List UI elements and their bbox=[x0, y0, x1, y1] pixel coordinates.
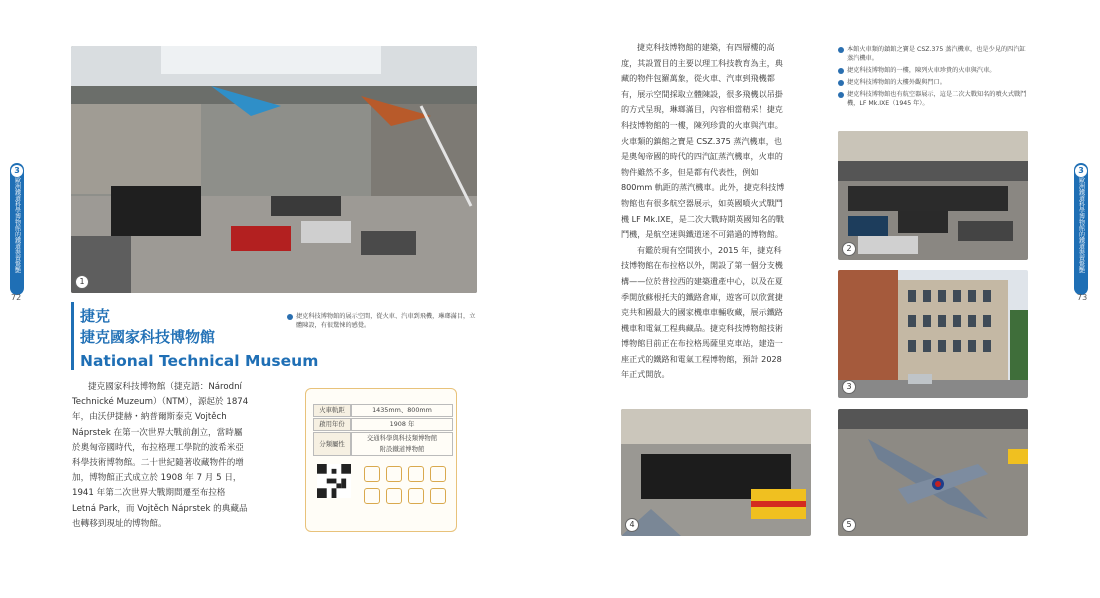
body-line: 捷克國家科技博物館（捷克語：Národní bbox=[88, 382, 242, 392]
body-line: 1941 年第二次世界大戰期間遷至布拉格 bbox=[72, 488, 226, 499]
info-value-line: 交通科學與科技類博物館 bbox=[366, 434, 438, 442]
title-accent-bar bbox=[71, 302, 74, 370]
photo-number-3: 3 bbox=[842, 380, 856, 394]
caption-bullet-icon bbox=[838, 80, 844, 86]
cars-hall-photo bbox=[838, 131, 1028, 260]
body-line: 有鑑於現有空間狹小，2015 年，捷克科 bbox=[637, 244, 782, 255]
locomotive-illustration bbox=[621, 409, 811, 536]
qr-code-icon[interactable] bbox=[317, 464, 351, 498]
chapter-side-text-right: 歐洲鐵道科學博物館的鐵道裝置驚艷 bbox=[1077, 177, 1085, 273]
chapter-side-tab-right bbox=[1074, 163, 1088, 295]
photo-number-1: 1 bbox=[75, 275, 89, 289]
body-line: 物件雖然不多，但是都有代表性，例如 bbox=[621, 166, 759, 177]
body-line: 鬥機，是航空迷與鐵道迷不可錯過的博物館。 bbox=[621, 229, 783, 240]
spitfire-illustration bbox=[838, 409, 1028, 536]
info-key: 啟用年份 bbox=[313, 418, 351, 431]
body-line: 物館也有很多航空器展示，如英國噴火式戰鬥 bbox=[621, 197, 783, 208]
body-line: 座正式的鐵路和電氣工程博物館，預計 2028 bbox=[621, 353, 782, 364]
body-line: 是奧匈帝國的時代的四汽缸蒸汽機車，火車的 bbox=[621, 151, 783, 162]
title-museum-english: National Technical Museum bbox=[80, 352, 319, 370]
body-line: 也轉移到現址的博物館。 bbox=[72, 518, 167, 529]
caption-text: 捷克科技博物館的一樓，陳列火車珍貴的火車與汽車。 bbox=[847, 67, 996, 74]
caption-bullet-icon bbox=[838, 68, 844, 74]
body-line: Letná Park，而 Vojtěch Náprstek 的典藏品 bbox=[72, 503, 248, 514]
body-line: 技博物館在布拉格以外，開設了第一個分支機 bbox=[621, 260, 783, 271]
info-value: 1435mm、800mm bbox=[351, 404, 453, 417]
right-body-text bbox=[621, 40, 811, 383]
locomotive-photo bbox=[621, 409, 811, 536]
cars-hall-illustration bbox=[838, 131, 1028, 260]
body-line: 博物館目前正在布拉格馬薩里克車站，建造一 bbox=[621, 338, 783, 349]
body-line: 火車類的鎮館之寶是 CSZ.375 蒸汽機車，也 bbox=[621, 135, 782, 146]
body-line: 構——位於普拉西的建築遺產中心，以及在夏 bbox=[621, 275, 783, 286]
chapter-number-left: 3 bbox=[11, 165, 23, 177]
spitfire-photo bbox=[838, 409, 1028, 536]
ticket-icon bbox=[386, 466, 402, 482]
body-line: Technické Muzeum）（NTM），源起於 1874 bbox=[72, 397, 249, 408]
body-line: 藏的物件包羅萬象，從火車、汽車到飛機都 bbox=[621, 73, 775, 84]
caption-bullet-icon bbox=[287, 314, 293, 320]
left-body-text bbox=[72, 380, 298, 532]
caption-text: 捷克科技博物館的大樓外觀與門口。 bbox=[847, 79, 946, 86]
building-illustration bbox=[838, 270, 1028, 398]
museum-info-box bbox=[305, 388, 457, 532]
caption-bullet-icon bbox=[838, 47, 844, 53]
body-line: 加，博物館正式成立於 1908 年 7 月 5 日， bbox=[72, 473, 242, 484]
page-number-right: 73 bbox=[1077, 293, 1088, 302]
body-line: 機 LF Mk.IXE，是二次大戰時期英國知名的戰 bbox=[621, 213, 785, 224]
accessible-icon bbox=[430, 488, 446, 504]
info-key: 火車軌距 bbox=[313, 404, 351, 417]
title-museum-chinese: 捷克國家科技博物館 bbox=[80, 328, 216, 346]
train-icon bbox=[364, 466, 380, 482]
museum-hall-photo bbox=[71, 46, 477, 293]
body-line: Náprstek 在第一次世界大戰前創立，當時屬 bbox=[72, 427, 243, 438]
photo-number-5: 5 bbox=[842, 518, 856, 532]
toilet-icon bbox=[386, 488, 402, 504]
info-value bbox=[351, 432, 453, 456]
body-line: 克共和國最大的國家機車車輛收藏，展示鐵路 bbox=[621, 307, 783, 318]
body-line: 年正式開放。 bbox=[621, 369, 670, 380]
family-icon bbox=[408, 488, 424, 504]
caption-text: 本館火車類的鎮館之寶是 CSZ.375 蒸汽機車，也是少見的四汽缸蒸汽機車。 bbox=[847, 46, 1026, 62]
body-line: 科學技術博物館。二十世紀隨著收藏物件的增 bbox=[72, 458, 244, 469]
caption-text: 捷克科技博物館也有航空器展示，這是二次大戰知名的噴火式戰鬥機，LF Mk.IXE（1945 年）。 bbox=[847, 91, 1027, 107]
info-icon bbox=[364, 488, 380, 504]
body-line: 度，其設置目的主要以理工科技教育為主，典 bbox=[621, 57, 783, 68]
title-country: 捷克 bbox=[80, 307, 111, 325]
main-photo-caption bbox=[287, 312, 477, 333]
chapter-side-text-left: 歐洲鐵道科學博物館的鐵道裝置驚艷 bbox=[13, 177, 21, 273]
chapter-number-right: 3 bbox=[1075, 165, 1087, 177]
body-line: 季開放蘇根托夫的鐵路倉庫，遊客可以欣賞捷 bbox=[621, 291, 783, 302]
body-line: 於奧匈帝國時代，布拉格理工學院的波希米亞 bbox=[72, 442, 244, 453]
photo-number-4: 4 bbox=[625, 518, 639, 532]
info-value: 1908 年 bbox=[351, 418, 453, 431]
body-line: 的方式呈現，琳瑯滿目，內容相當精采！捷克 bbox=[621, 104, 783, 115]
body-line: 機車和電氣工程典藏品。捷克科技博物館技術 bbox=[621, 322, 783, 333]
body-line: 捷克科技博物館的建築，有四層樓的高 bbox=[637, 42, 775, 52]
caption-bullet-icon bbox=[838, 92, 844, 98]
museum-hall-illustration bbox=[71, 46, 477, 293]
body-line: 科技博物館的一樓，陳列珍貴的火車與汽車。 bbox=[621, 119, 783, 130]
body-line: 800mm 軌距的蒸汽機車。此外，捷克科技博 bbox=[621, 182, 785, 193]
chapter-side-tab-left bbox=[10, 163, 24, 295]
building-exterior-photo bbox=[838, 270, 1028, 398]
facility-icons bbox=[364, 466, 448, 522]
body-line: 年，由沃伊捷赫・納普爾斯泰克 Vojtěch bbox=[72, 412, 227, 423]
shop-icon bbox=[408, 466, 424, 482]
right-captions bbox=[838, 45, 1030, 111]
cafe-icon bbox=[430, 466, 446, 482]
page-number-left: 72 bbox=[11, 293, 22, 302]
photo-number-2: 2 bbox=[842, 242, 856, 256]
info-key: 分類屬性 bbox=[313, 432, 351, 456]
info-value-line: 附設鐵道博物館 bbox=[379, 445, 425, 453]
body-line: 有，展示空間採取立體陳設，很多飛機以吊掛 bbox=[621, 88, 783, 99]
main-caption-text: 捷克科技博物館的展示空間，從火車、汽車到飛機，琳瑯滿目，立體陳設，有很驚悚的感覺。 bbox=[296, 313, 476, 329]
